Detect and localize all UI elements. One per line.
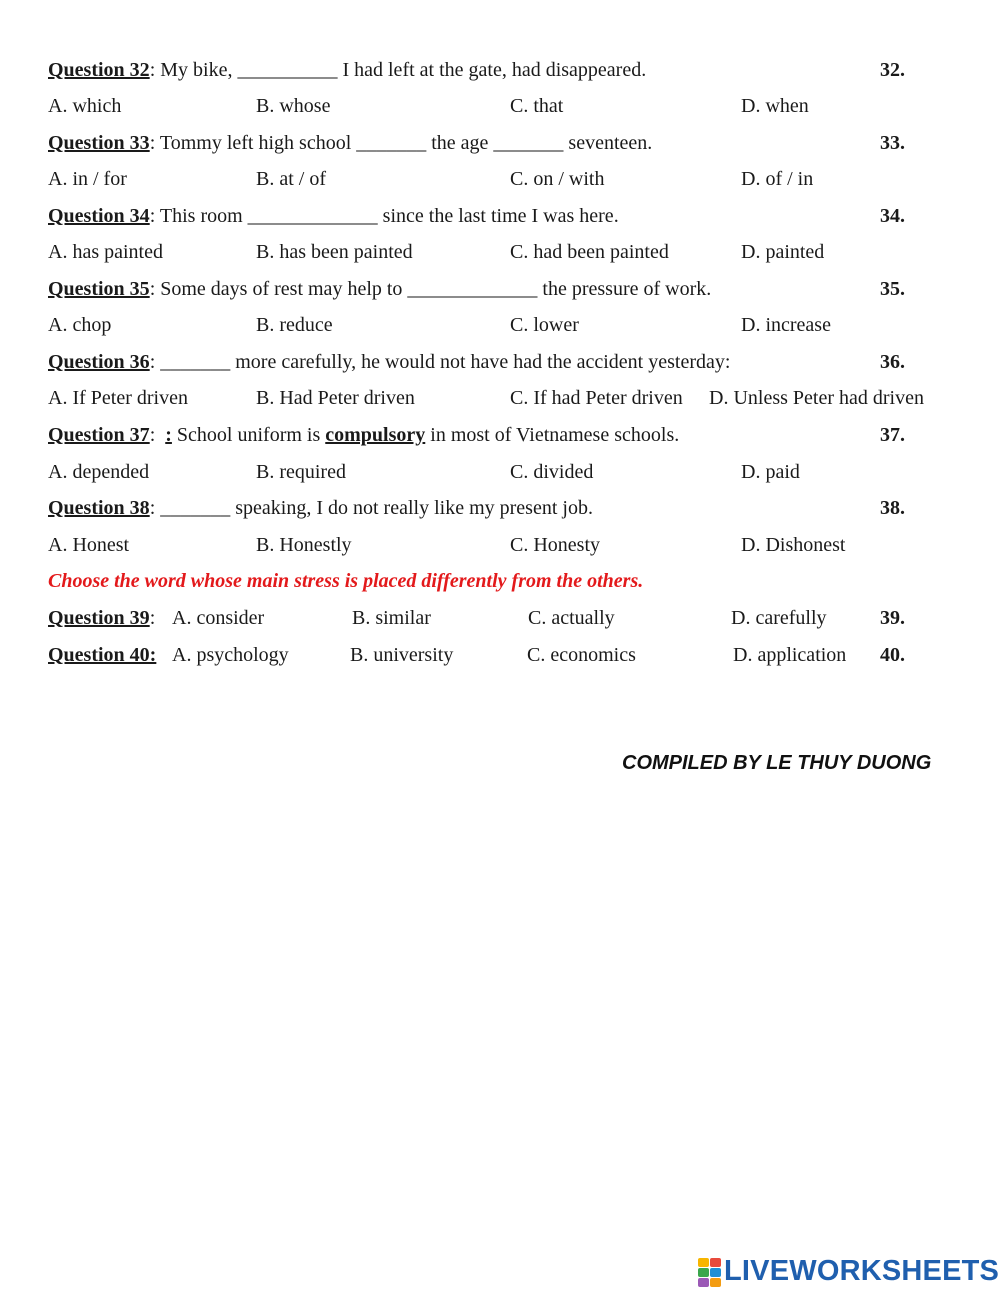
question-32-stem: Question 32: My bike, __________ I had left at the gate, had disappeared.	[48, 59, 647, 81]
option-c[interactable]: C. actually	[528, 607, 615, 629]
question-number: 38.	[880, 497, 905, 519]
question-text: My bike, __________ I had left at the gate, had disappeared.	[155, 59, 647, 81]
option-d[interactable]: D. paid	[741, 461, 800, 483]
question-label: Question 40:	[48, 644, 157, 666]
option-c[interactable]: C. Honesty	[510, 534, 600, 556]
option-d[interactable]: D. of / in	[741, 168, 814, 190]
blocks-icon	[698, 1258, 720, 1286]
question-number: 33.	[880, 132, 905, 154]
question-text: _______ more carefully, he would not have had the accident yesterday:	[155, 351, 731, 373]
option-c[interactable]: C. that	[510, 95, 564, 117]
question-label: Question 38	[48, 497, 150, 519]
option-d[interactable]: D. carefully	[731, 607, 827, 629]
question-number: 39.	[880, 607, 905, 629]
question-label: Question 37	[48, 424, 150, 446]
option-b[interactable]: B. university	[350, 644, 454, 666]
question-number: 35.	[880, 278, 905, 300]
option-a[interactable]: A. If Peter driven	[48, 387, 188, 409]
liveworksheets-logo[interactable]	[698, 1255, 999, 1288]
option-b[interactable]: B. Had Peter driven	[256, 387, 415, 409]
option-d[interactable]: D. painted	[741, 241, 825, 263]
option-b[interactable]: B. at / of	[256, 168, 326, 190]
question-label: Question 34	[48, 205, 150, 227]
option-b[interactable]: B. required	[256, 461, 346, 483]
option-d[interactable]: D. Dishonest	[741, 534, 846, 556]
question-text: This room _____________ since the last time I was here.	[155, 205, 619, 227]
option-a[interactable]: A. chop	[48, 314, 112, 336]
question-label: Question 36	[48, 351, 150, 373]
option-a[interactable]: A. psychology	[172, 644, 289, 666]
option-a[interactable]: A. depended	[48, 461, 150, 483]
question-39-label-line: Question 39:	[48, 607, 156, 629]
question-number: 34.	[880, 205, 905, 227]
question-36-stem: Question 36: _______ more carefully, he would not have had the accident yesterday:	[48, 351, 731, 373]
option-b[interactable]: B. reduce	[256, 314, 333, 336]
option-b[interactable]: B. has been painted	[256, 241, 413, 263]
question-38-stem: Question 38: _______ speaking, I do not really like my present job.	[48, 497, 593, 519]
option-a[interactable]: A. has painted	[48, 241, 163, 263]
option-c[interactable]: C. lower	[510, 314, 579, 336]
option-d[interactable]: D. application	[733, 644, 847, 666]
question-number: 40.	[880, 644, 905, 666]
brand-name: LIVEWORKSHEETS	[724, 1255, 1000, 1287]
question-number: 32.	[880, 59, 905, 81]
question-text: Some days of rest may help to _____________ the pressure of work.	[155, 278, 712, 300]
emphasized-word: compulsory	[325, 424, 426, 446]
option-c[interactable]: C. had been painted	[510, 241, 669, 263]
option-c[interactable]: C. on / with	[510, 168, 605, 190]
option-a[interactable]: A. consider	[172, 607, 265, 629]
question-35-stem: Question 35: Some days of rest may help to _____________ the pressure of work.	[48, 278, 712, 300]
option-c[interactable]: C. If had Peter driven	[510, 387, 683, 409]
question-label: Question 33	[48, 132, 150, 154]
option-d[interactable]: D. increase	[741, 314, 831, 336]
question-34-stem: Question 34: This room _____________ since the last time I was here.	[48, 205, 619, 227]
question-label: Question 32	[48, 59, 150, 81]
option-d[interactable]: D. when	[741, 95, 809, 117]
section-instruction: Choose the word whose main stress is placed differently from the others.	[48, 570, 644, 592]
question-number: 37.	[880, 424, 905, 446]
question-number: 36.	[880, 351, 905, 373]
question-33-stem: Question 33: Tommy left high school _______ the age _______ seventeen.	[48, 132, 653, 154]
question-text: _______ speaking, I do not really like my present job.	[155, 497, 593, 519]
compiler-credit: COMPILED BY LE THUY DUONG	[622, 752, 932, 774]
question-text: Tommy left high school _______ the age _______ seventeen.	[155, 132, 653, 154]
option-b[interactable]: B. Honestly	[256, 534, 352, 556]
option-a[interactable]: A. which	[48, 95, 122, 117]
option-c[interactable]: C. divided	[510, 461, 594, 483]
option-a[interactable]: A. Honest	[48, 534, 130, 556]
question-text-end: in most of Vietnamese schools.	[425, 424, 680, 446]
stray-colon: :	[165, 424, 172, 446]
question-40-label-line	[48, 643, 156, 667]
question-label: Question 39	[48, 607, 150, 629]
option-a[interactable]: A. in / for	[48, 168, 127, 190]
option-b[interactable]: B. similar	[352, 607, 431, 629]
question-37-stem: Question 37: : School uniform is compulsory in most of Vietnamese schools.	[48, 424, 680, 446]
question-text: School uniform is	[171, 424, 326, 446]
option-c[interactable]: C. economics	[527, 644, 636, 666]
option-b[interactable]: B. whose	[256, 95, 331, 117]
option-d[interactable]: D. Unless Peter had driven	[709, 387, 924, 409]
question-label: Question 35	[48, 278, 150, 300]
